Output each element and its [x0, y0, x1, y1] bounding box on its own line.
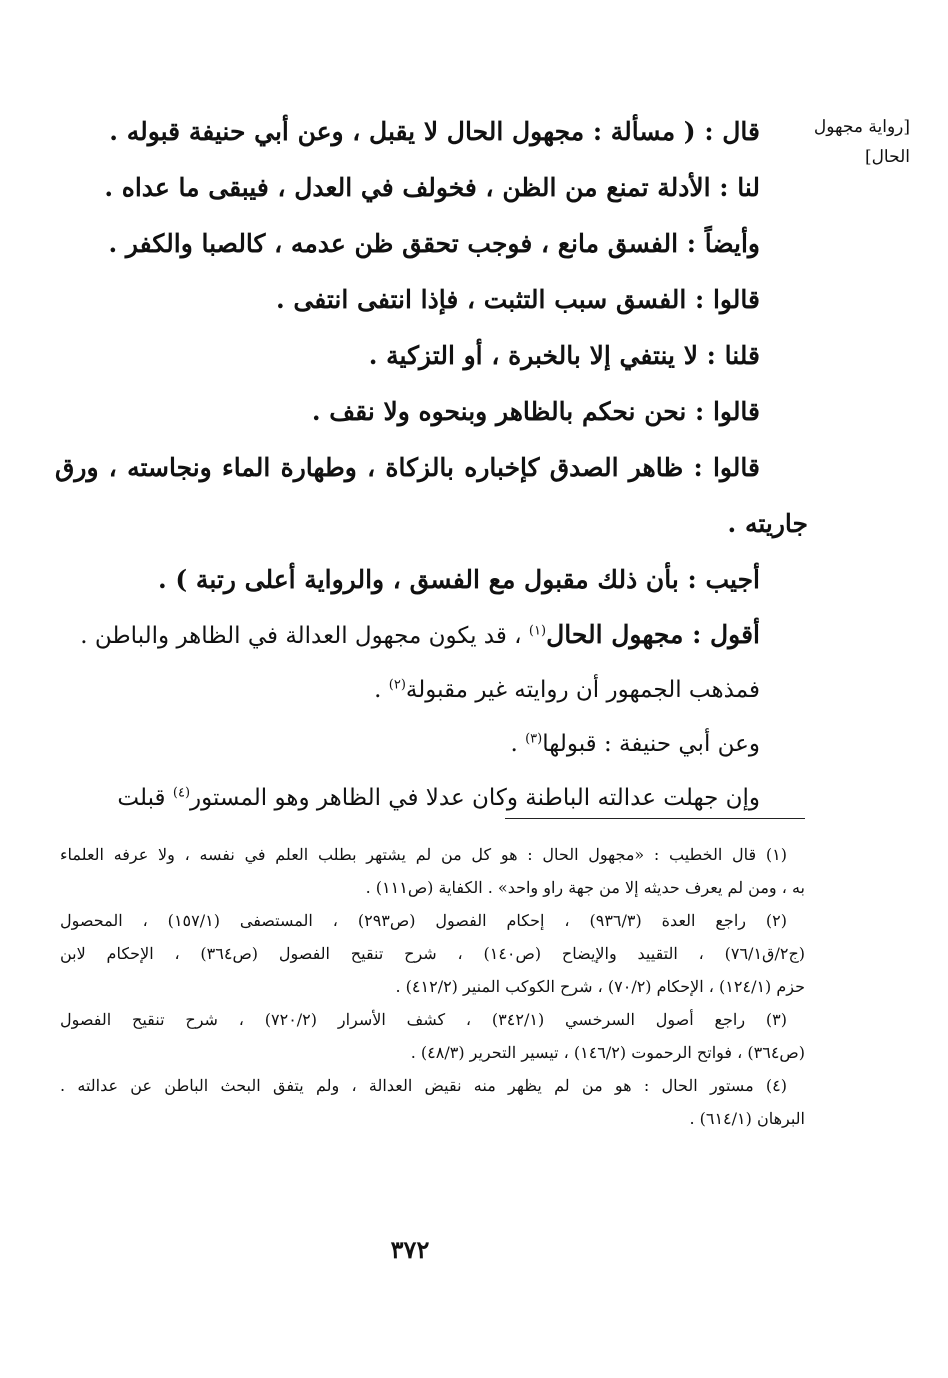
text-line-12-body: وعن أبي حنيفة : قبولها	[542, 731, 760, 757]
text-line-12-end: .	[510, 731, 526, 757]
main-text	[55, 104, 808, 825]
text-line-11-body: فمذهب الجمهور أن روايته غير مقبولة	[405, 677, 760, 703]
text-line-2: لنا : الأدلة تمنع من الظن ، فخولف في العدل ، فيبقى ما عداه .	[104, 173, 760, 202]
text-line-10	[55, 608, 760, 663]
footnote-ref-1: (١)	[528, 623, 547, 639]
text-line-3: وأيضاً : الفسق مانع ، فوجب تحقق ظن عدمه ، كالصبا والكفر .	[108, 229, 760, 258]
footnote-1-line-2: به ، ومن لم يعرف حديثه إلا من جهة راو واحد» . الكفاية (ص١١١) .	[365, 878, 805, 897]
footnote-2-line-1: (٢) راجع العدة (٩٣٦/٣) ، إحكام الفصول (ص٢٩٣) ، المستصفى (١٥٧/١) ، المحصول	[60, 911, 788, 930]
text-line-13-body: وإن جهلت عدالته الباطنة وكان عدلا في الظاهر وهو المستور	[190, 785, 760, 811]
text-line-12	[55, 717, 760, 771]
text-line-13	[55, 771, 760, 825]
text-line-9: أجيب : بأن ذلك مقبول مع الفسق ، والرواية أعلى رتبة ) .	[157, 565, 760, 594]
margin-note-line-1: [رواية مجهول	[813, 117, 910, 137]
text-line-1: قال : ( مسألة : مجهول الحال لا يقبل ، وعن أبي حنيفة قبوله .	[109, 117, 760, 146]
text-line-13-end: قبلت	[117, 785, 173, 811]
text-line-4: قالوا : الفسق سبب التثبت ، فإذا انتفى انتفى .	[275, 285, 760, 314]
term-majhul-al-hal: أقول : مجهول الحال	[546, 620, 760, 649]
text-line-8: جاريته .	[727, 509, 808, 538]
text-line-11-end: .	[374, 677, 389, 703]
footnote-ref-2: (٢)	[388, 677, 406, 693]
text-line-11	[55, 663, 760, 717]
text-line-6: قالوا : نحن نحكم بالظاهر وبنحوه ولا نقف .	[311, 397, 760, 426]
text-line-10-rest: ، قد يكون مجهول العدالة في الظاهر والباطن .	[80, 623, 529, 649]
footnote-4-line-2: البرهان (٦١٤/١) .	[689, 1109, 805, 1128]
footnote-1-line-1: (١) قال الخطيب : «مجهول الحال : هو كل من لم يشتهر بطلب العلم في نفسه ، ولا عرفه العلماء	[60, 845, 787, 864]
page-number: ٣٧٢	[390, 1235, 430, 1264]
text-line-7: قالوا : ظاهر الصدق كإخباره بالزكاة ، وطهارة الماء ونجاسته ، ورق	[55, 453, 760, 482]
footnotes	[60, 838, 805, 1135]
margin-note	[790, 112, 910, 172]
footnote-4-line-1: (٤) مستور الحال : هو من لم يظهر منه نقيض العدالة ، ولم يتفق البحث الباطن عن عدالته .	[60, 1076, 787, 1095]
footnote-separator	[505, 818, 805, 819]
margin-note-line-2: الحال]	[864, 147, 910, 167]
footnote-3-line-2: (ص٣٦٤) ، فواتح الرحموت (١٤٦/٢) ، تيسير التحرير (٤٨/٣) .	[410, 1043, 805, 1062]
footnote-ref-3: (٣)	[525, 731, 543, 747]
footnote-2-line-2: (ج٢/ق٧٦/١) ، التقييد والإيضاح (ص١٤٠) ، شرح تنقيح الفصول (ص٣٦٤) ، الإحكام لابن	[60, 944, 806, 963]
footnote-ref-4: (٤)	[172, 785, 191, 801]
footnote-3-line-1: (٣) راجع أصول السرخسي (٣٤٢/١) ، كشف الأسرار (٧٢٠/٢) ، شرح تنقيح الفصول	[60, 1010, 788, 1029]
text-line-5: قلنا : لا ينتفي إلا بالخبرة ، أو التزكية .	[368, 341, 760, 370]
footnote-2-line-3: حزم (١٢٤/١) ، الإحكام (٧٠/٢) ، شرح الكوكب المنير (٤١٢/٢) .	[395, 977, 805, 996]
